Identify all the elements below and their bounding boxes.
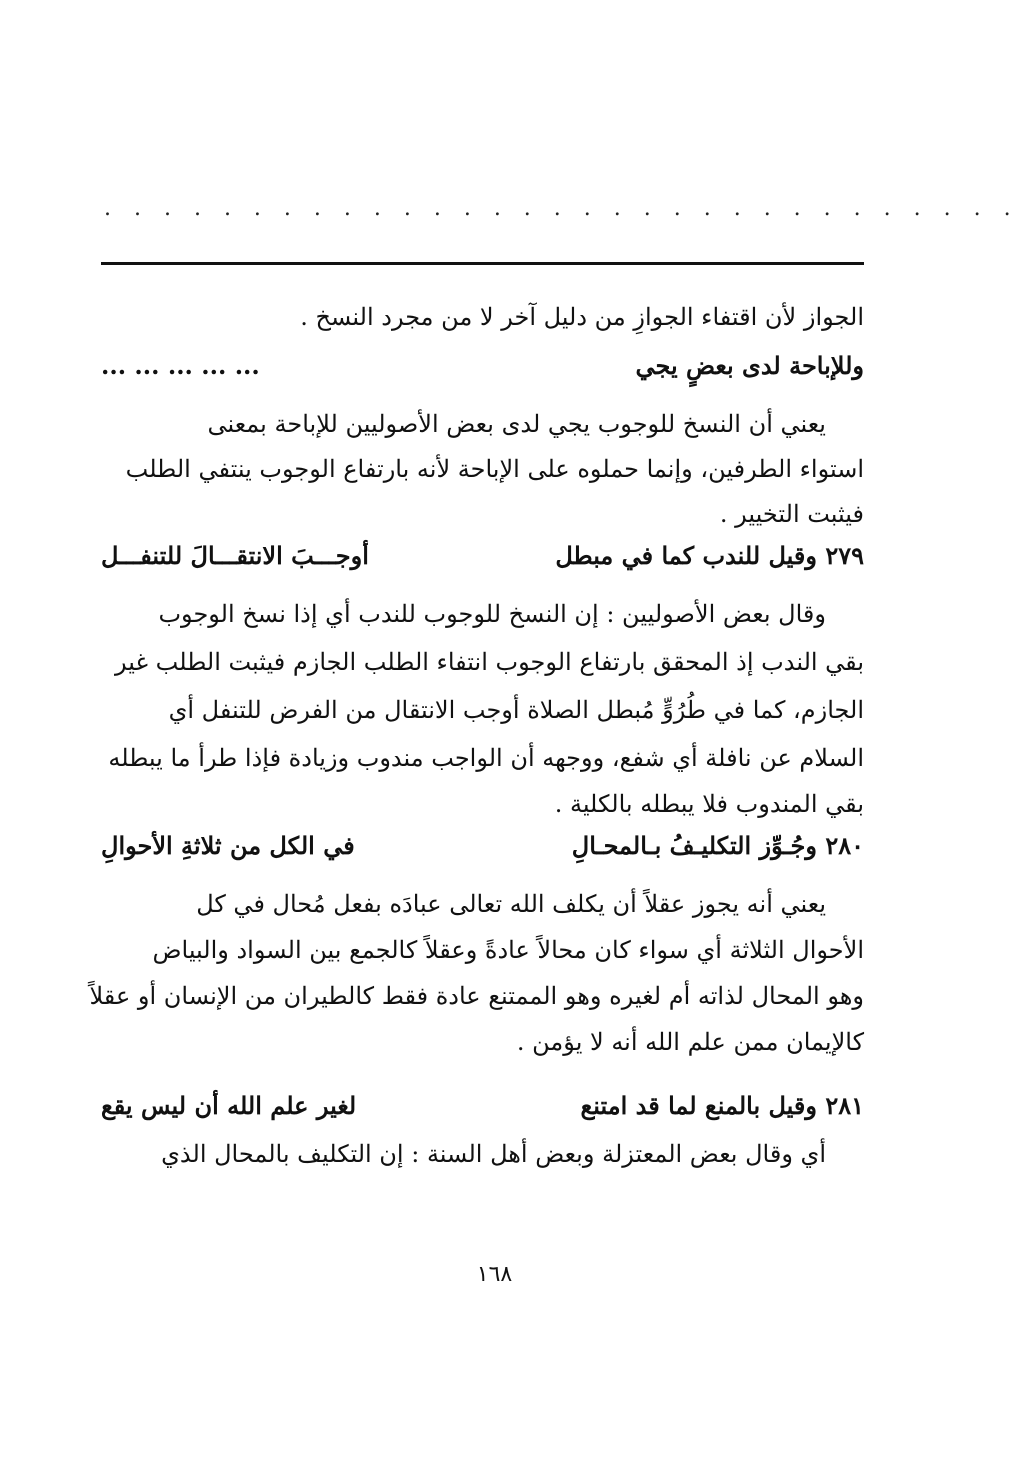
text-line: الجواز لأن اقتفاء الجوازِ من دليل آخر لا من مجرد النسخ . [300, 303, 864, 331]
text-line: يعني أنه يجوز عقلاً أن يكلف الله تعالى عبادَه بفعل مُحال في كل [196, 890, 826, 918]
text-line: استواء الطرفين، وإنما حملوه على الإباحة لأنه بارتفاع الوجوب ينتفي الطلب [125, 455, 864, 483]
text-line: الجازم، كما في طُرُوٍّ مُبطل الصلاة أوجب الانتقال من الفرض للتنفل أي [168, 696, 864, 724]
verse-line [101, 1080, 864, 1132]
text-line: يعني أن النسخ للوجوب يجي لدى بعض الأصوليين للإباحة بمعنى [207, 410, 826, 438]
verse-line [101, 820, 864, 872]
text-line: بقي المندوب فلا يبطله بالكلية . [554, 790, 864, 818]
verse-hemistich: أوجـــبَ الانتقـــالَ للتنفـــل [101, 541, 369, 570]
verse-hemistich: ٢٧٩ وقيل للندب كما في مبطل [555, 541, 864, 570]
verse-hemistich: ٢٨١ وقيل بالمنع لما قد امتنع [580, 1091, 864, 1120]
verse-hemistich: ٢٨٠ وجُـوِّز التكليـفُ بـالمحـالِ [571, 831, 864, 860]
text-line: السلام عن نافلة أي شفع، ووجهه أن الواجب مندوب وزيادة فإذا طرأ ما يبطله [108, 744, 864, 772]
text-line: فيثبت التخيير . [719, 500, 864, 528]
verse-line [101, 340, 864, 392]
verse-hemistich: ... ... ... ... ... [101, 351, 260, 380]
text-line: كالإيمان ممن علم الله أنه لا يؤمن . [516, 1028, 864, 1056]
verse-line [101, 530, 864, 582]
separator-dots: . . . . . . . . . . . . . . . . . . . . . . . . . . . . . . . [104, 196, 1019, 221]
footnote-rule [101, 262, 864, 265]
text-line: بقي الندب إذ المحقق بارتفاع الوجوب انتفاء الطلب الجازم فيثبت الطلب غير [115, 648, 864, 676]
text-line: الأحوال الثلاثة أي سواء كان محالاً عادةً وعقلاً كالجمع بين السواد والبياض [152, 936, 864, 964]
page-number: ١٦٨ [476, 1262, 513, 1287]
verse-hemistich: وللإباحة لدى بعضٍ يجي [635, 351, 864, 380]
text-line: أي وقال بعض المعتزلة وبعض أهل السنة : إن التكليف بالمحال الذي [161, 1140, 826, 1168]
text-line: وهو المحال لذاته أم لغيره وهو الممتنع عادة فقط كالطيران من الإنسان أو عقلاً [89, 982, 864, 1010]
text-line: وقال بعض الأصوليين : إن النسخ للوجوب للندب أي إذا نسخ الوجوب [158, 600, 826, 628]
verse-hemistich: لغير علم الله أن ليس يقع [101, 1091, 357, 1120]
verse-hemistich: في الكل من ثلاثةِ الأحوالِ [101, 831, 355, 860]
